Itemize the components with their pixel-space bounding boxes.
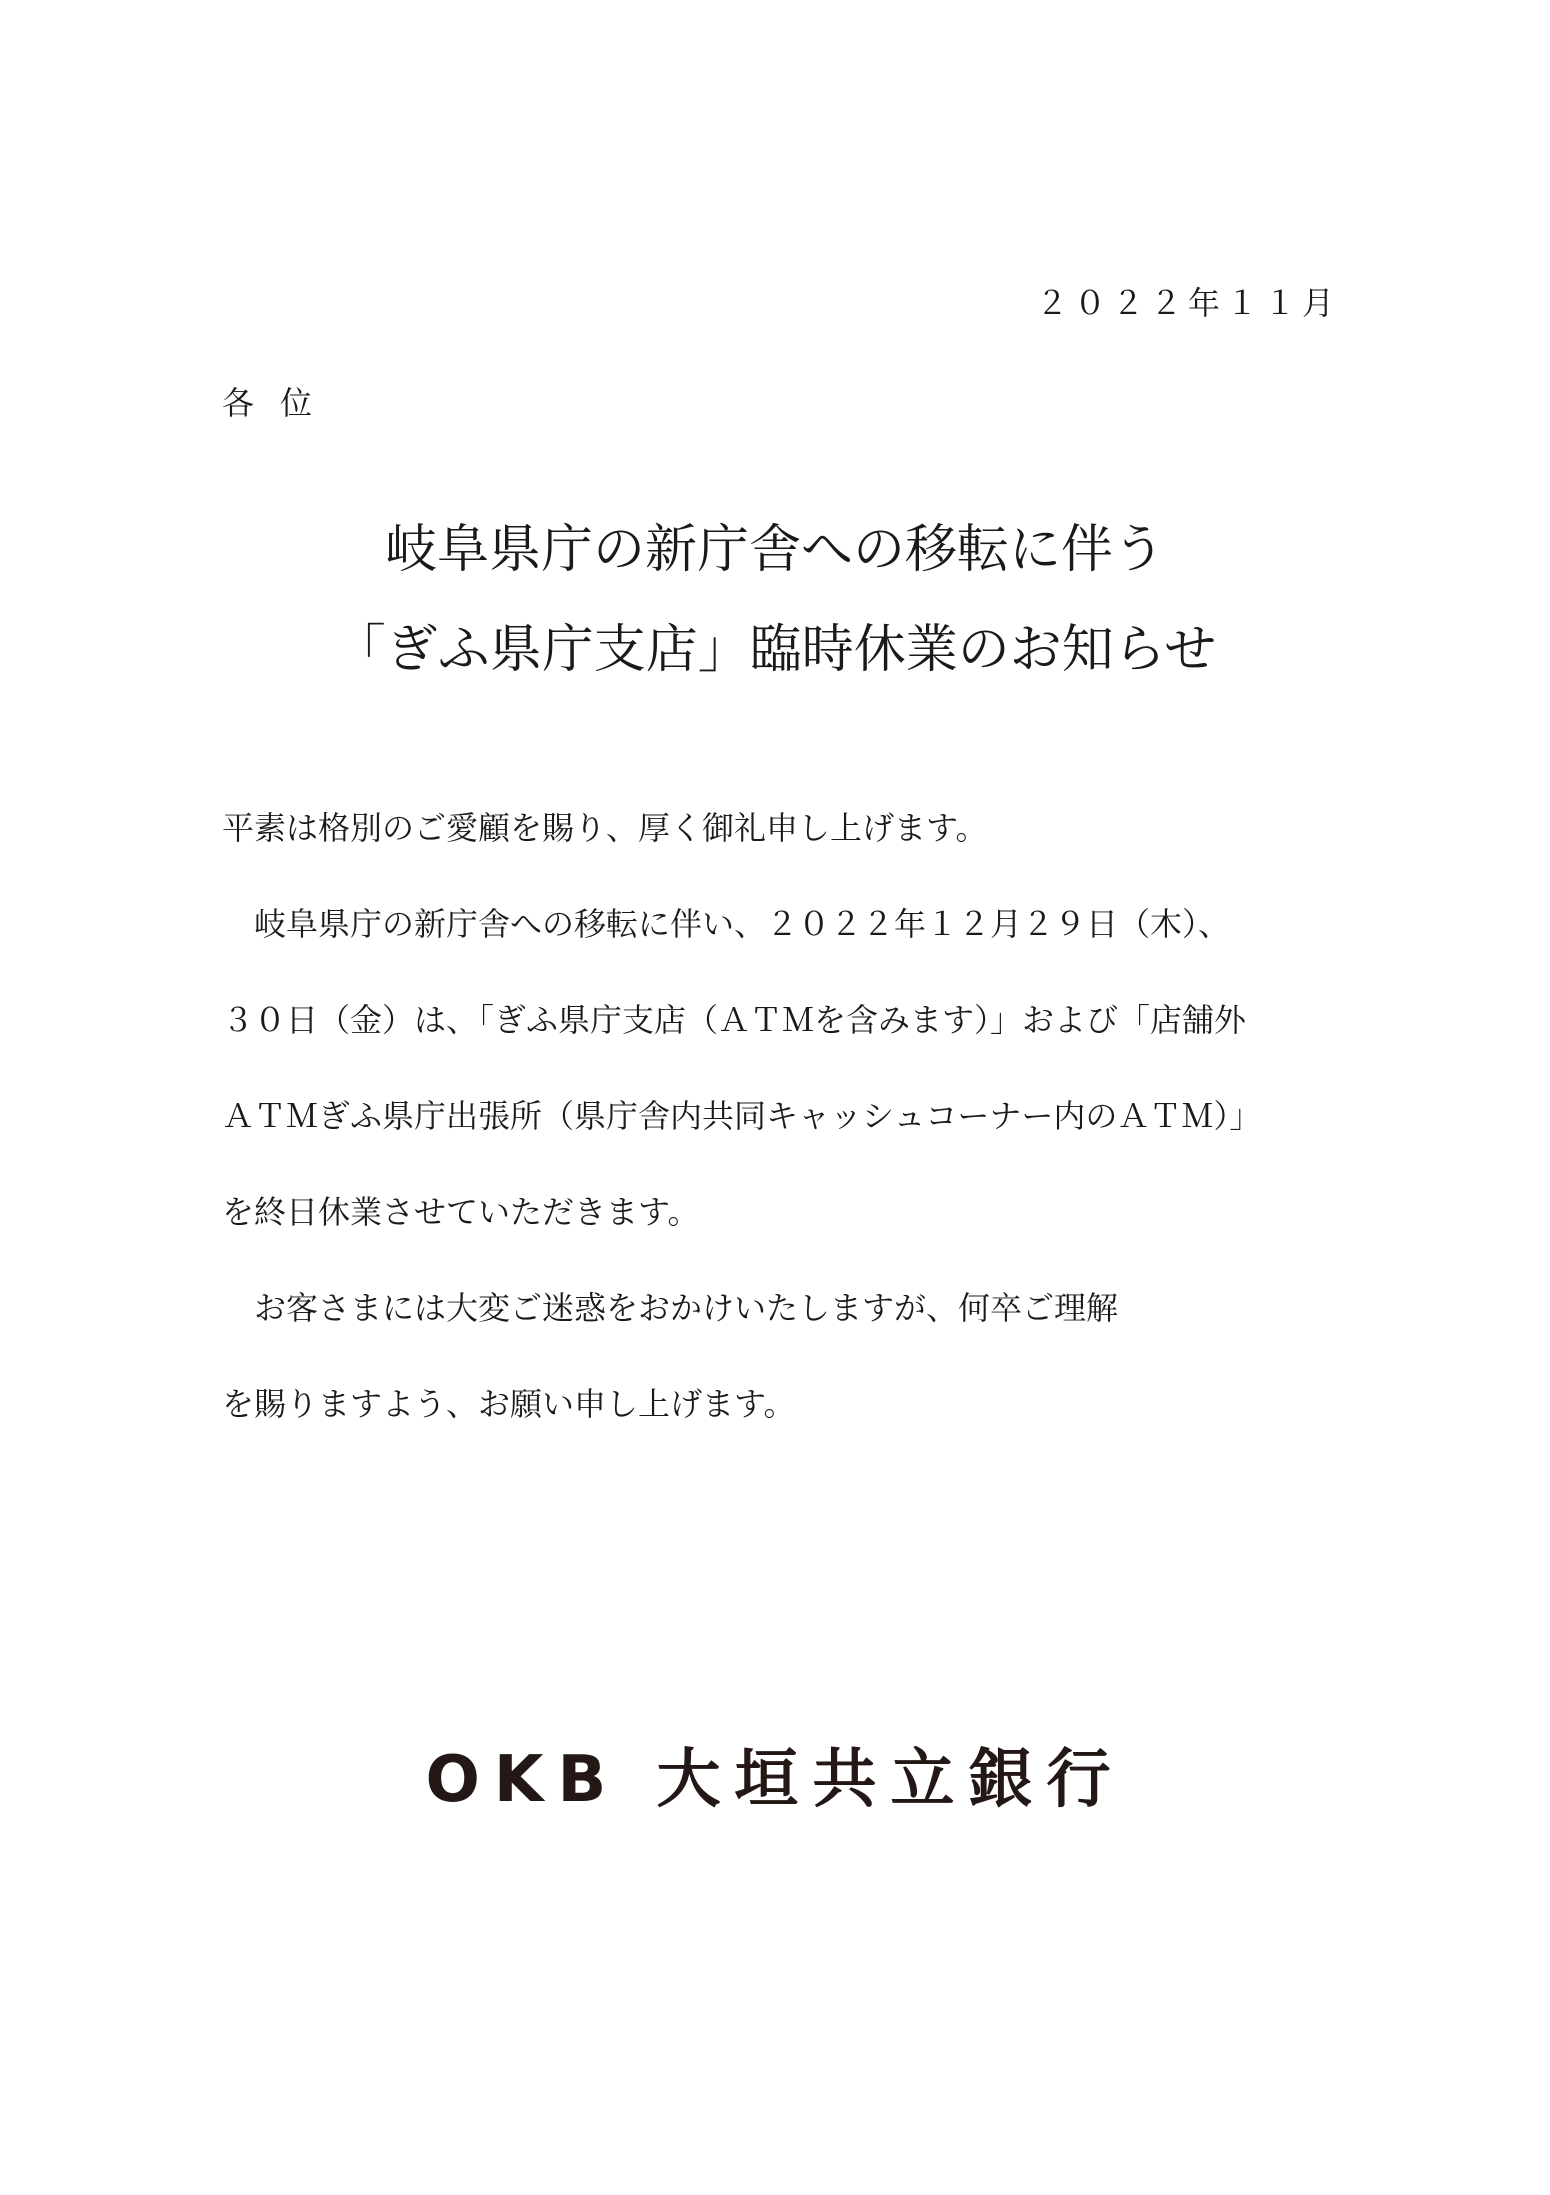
body-line: を賜りますよう、お願い申し上げます。 <box>222 1385 796 1423</box>
body-line: ３０日（金）は、「ぎふ県庁支店（ＡＴＭを含みます）」および「店舗外 <box>222 1001 1247 1039</box>
addressee: 各位 <box>222 384 339 422</box>
body-line: 岐阜県庁の新庁舎への移転に伴い、２０２２年１２月２９日（木）、 <box>222 905 1231 943</box>
bank-logo: OKB 大垣共立銀行 <box>425 1743 1125 1817</box>
body-line: を終日休業させていただきます。 <box>222 1193 700 1231</box>
body-line: お客さまには大変ご迷惑をおかけいたしますが、何卒ご理解 <box>222 1289 1119 1327</box>
notice-title <box>0 500 1550 700</box>
issue-date: ２０２２年１１月 <box>1035 284 1340 322</box>
title-line-2: 「ぎふ県庁支店」臨時休業のお知らせ <box>333 620 1217 680</box>
body-line: ＡＴＭぎふ県庁出張所（県庁舎内共同キャッシュコーナー内のＡＴＭ）」 <box>222 1097 1262 1135</box>
body-line: 平素は格別のご愛顧を賜り、厚く御礼申し上げます。 <box>222 809 988 847</box>
title-line-1: 岐阜県庁の新庁舎への移転に伴う <box>384 520 1165 580</box>
notice-body <box>222 780 1362 1452</box>
